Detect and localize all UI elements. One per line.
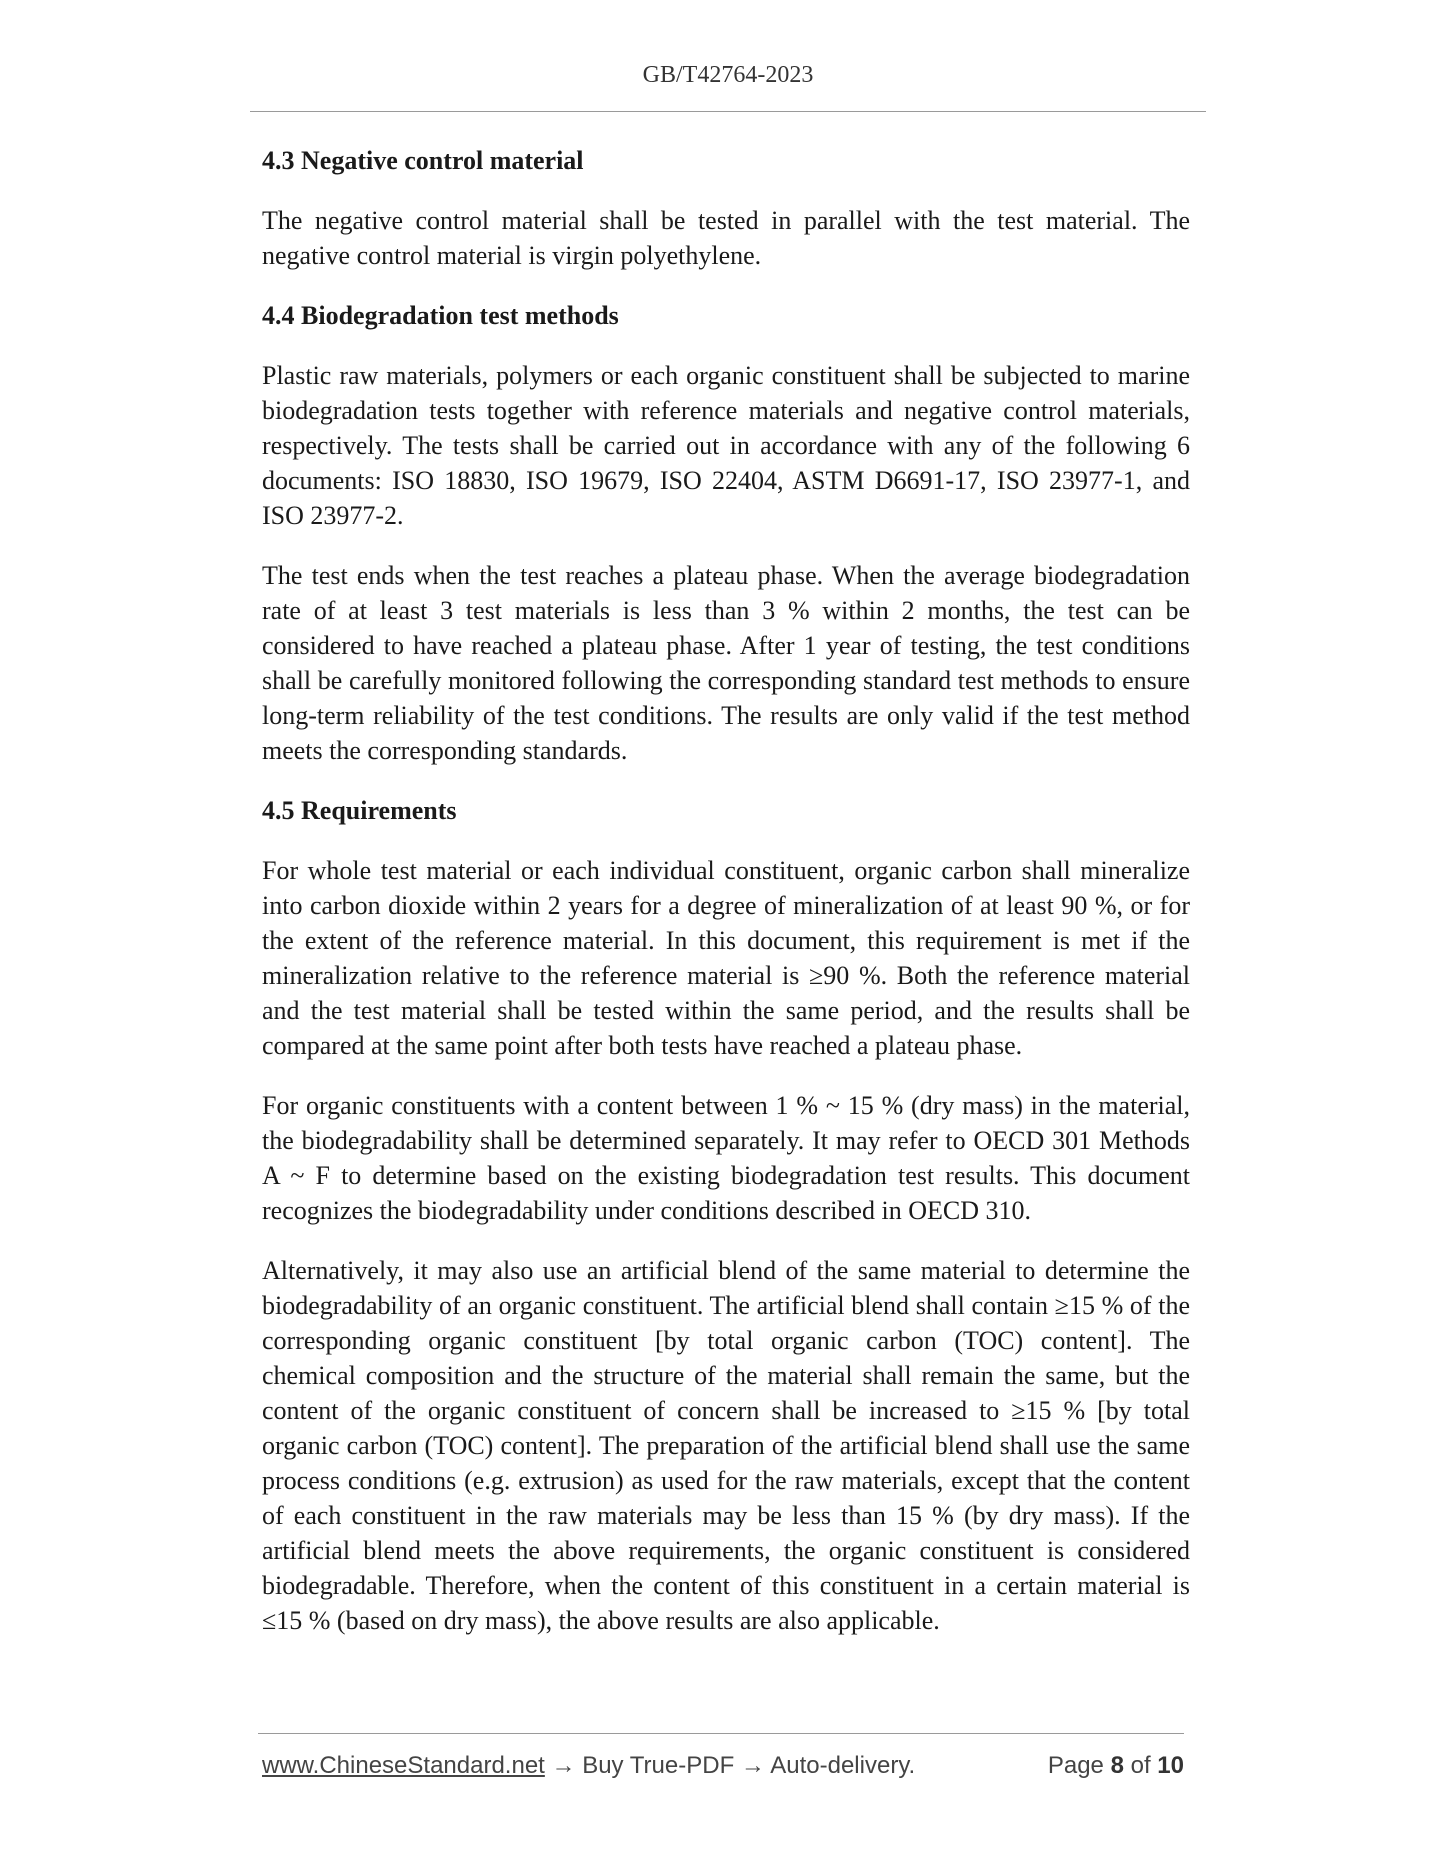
document-body <box>262 143 1190 1663</box>
arrow-right-icon: → <box>551 1752 576 1779</box>
auto-delivery-text: Auto-delivery. <box>770 1752 916 1779</box>
paragraph: The test ends when the test reaches a plateau phase. When the average biodegradation rate of at least 3 test materials is less than 3 % within 2 months, the test can be considered to have reached a plateau phase. After 1 year of testing, the test conditions shall be carefully monitored following the corresponding standard test methods to ensure long-term reliability of the test conditions. The results are only valid if the test method meets the corresponding standards. <box>262 561 1190 765</box>
page-header-doc-code: GB/T42764-2023 <box>642 62 814 88</box>
section-heading: 4.4 Biodegradation test methods <box>262 301 619 330</box>
page-number <box>1048 1752 1184 1780</box>
section-4-3 <box>262 143 1190 273</box>
page-footer <box>262 1752 1184 1780</box>
page-total: 10 <box>1157 1752 1184 1779</box>
header-divider <box>250 111 1206 112</box>
paragraph: For organic constituents with a content between 1 % ~ 15 % (dry mass) in the material, the biodegradability shall be determined separately. It may refer to OECD 301 Methods A ~ F to determine based on the existing biodegradation test results. This document recognizes the biodegradability under conditions described in OECD 310. <box>262 1091 1190 1225</box>
section-4-5 <box>262 793 1190 1638</box>
paragraph: Plastic raw materials, polymers or each organic constituent shall be subjected to marine biodegradation tests together with reference materials and negative control materials, respectively. The tests shall be carried out in accordance with any of the following 6 documents: ISO 18830, ISO 19679, ISO 22404, ASTM D6691-17, ISO 23977-1, and ISO 23977-2. <box>262 361 1190 530</box>
section-heading: 4.3 Negative control material <box>262 146 584 175</box>
paragraph: For whole test material or each individual constituent, organic carbon shall mineralize into carbon dioxide within 2 years for a degree of mineralization of at least 90 %, or for the extent of the reference material. In this document, this requirement is met if the mineralization relative to the reference material is ≥90 %. Both the reference material and the test material shall be tested within the same period, and the results shall be compared at the same point after both tests have reached a plateau phase. <box>262 856 1190 1060</box>
section-heading: 4.5 Requirements <box>262 796 457 825</box>
buy-true-pdf-text: Buy True-PDF <box>582 1752 735 1779</box>
footer-promo <box>262 1752 915 1780</box>
page-of: of <box>1130 1752 1151 1779</box>
footer-divider <box>258 1733 1184 1734</box>
page-current: 8 <box>1110 1752 1124 1779</box>
arrow-right-icon: → <box>740 1752 765 1779</box>
paragraph: The negative control material shall be tested in parallel with the test material. The negative control material is virgin polyethylene. <box>262 206 1190 270</box>
page-label: Page <box>1047 1752 1104 1779</box>
section-4-4 <box>262 298 1190 768</box>
website-link[interactable]: www.ChineseStandard.net <box>262 1752 545 1779</box>
paragraph: Alternatively, it may also use an artificial blend of the same material to determine the biodegradability of an organic constituent. The artificial blend shall contain ≥15 % of the corresponding organic constituent [by total organic carbon (TOC) content]. The chemical composition and the structure of the material shall remain the same, but the content of the organic constituent of concern shall be increased to ≥15 % [by total organic carbon (TOC) content]. The preparation of the artificial blend shall use the same process conditions (e.g. extrusion) as used for the raw materials, except that the content of each constituent in the raw materials may be less than 15 % (by dry mass). If the artificial blend meets the above requirements, the organic constituent is considered biodegradable. Therefore, when the content of this constituent in a certain material is ≤15 % (based on dry mass), the above results are also applicable. <box>262 1256 1190 1635</box>
